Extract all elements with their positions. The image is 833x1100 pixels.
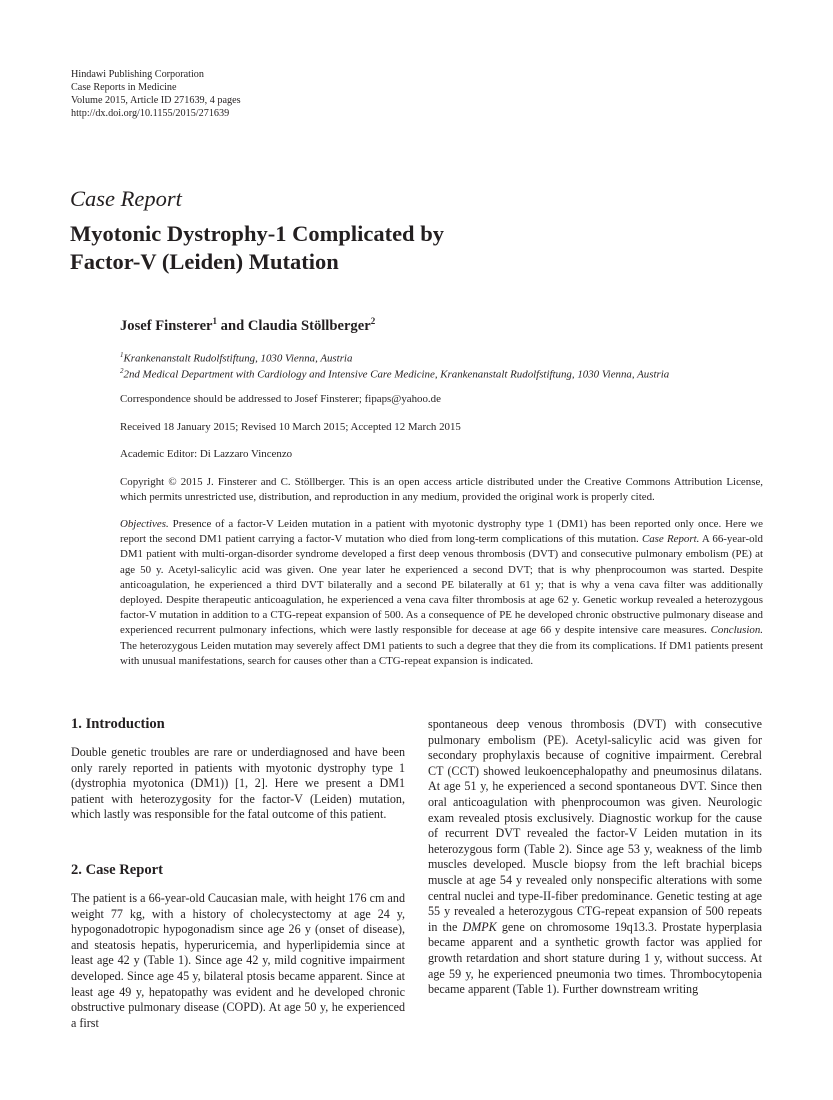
affiliation-text: 2nd Medical Department with Cardiology and Intensive Care Medicine, Krankenanstalt Rudolfstiftung, 1030 Vienna, Austria xyxy=(123,368,670,381)
affiliation-text: Krankenanstalt Rudolfstiftung, 1030 Vienna, Austria xyxy=(123,352,353,365)
case-report-body xyxy=(71,891,405,1031)
article-dates: Received 18 January 2015; Revised 10 March 2015; Accepted 12 March 2015 xyxy=(120,421,461,433)
affiliation-2 xyxy=(120,367,669,381)
article-title xyxy=(70,220,444,275)
publication-header xyxy=(71,68,241,120)
abstract-case-label: Case Report. xyxy=(641,533,700,546)
abstract-objectives-label: Objectives. xyxy=(120,518,169,530)
affiliation-number: 2 xyxy=(120,367,124,375)
paragraph-text: gene on chromosome 19q13.3. Prostate hyperplasia became apparent and a synthetic growth factor was applied for growth retardation and short stature during 1 y, without success. At age 59 y, he experienced pneumonia two times. Thrombocytopenia became apparent (Table 1). Further downstream writing xyxy=(428,919,762,997)
author-conjunction: and xyxy=(217,317,248,334)
paragraph: The patient is a 66-year-old Caucasian male, with height 176 cm and weight 77 kg, with a history of cholecystectomy at age 24 y, hypogonadotropic hypogonadism since age 26 y (onset of disease), and steatosis hepatis, hyperuricemia, and hyperlipidemia since at least age 42 y (Table 1). Since age 42 y, mild cognitive impairment developed. Since age 45 y, bilateral ptosis became apparent. Since at least age 49 y, hepatopathy was evident and he developed chronic obstructive pulmonary disease (COPD). At age 50 y, he experienced a first xyxy=(71,891,405,1030)
abstract-objectives-text: Presence of a factor-V Leiden mutation in a patient with myotonic dystrophy type 1 (DM1) has been reported only once. Here we report the second DM1 patient carrying a factor-V mutation who died from long-term complications of this mutation. xyxy=(120,518,763,546)
volume-info: Volume 2015, Article ID 271639, 4 pages xyxy=(71,95,241,106)
correspondence: Correspondence should be addressed to Josef Finsterer; fipaps@yahoo.de xyxy=(120,393,441,405)
author-list xyxy=(120,316,375,335)
article-type: Case Report xyxy=(70,186,182,211)
author-name: Josef Finsterer xyxy=(120,317,213,334)
title-line-1: Myotonic Dystrophy-1 Complicated by xyxy=(70,221,444,246)
title-line-2: Factor-V (Leiden) Mutation xyxy=(70,248,339,274)
copyright-notice: Copyright © 2015 J. Finsterer and C. Stöllberger. This is an open access article distributed under the Creative Commons Attribution License, which permits unrestricted use, distribution, and reproduction in any medium, provided the original work is properly cited. xyxy=(120,476,763,503)
affiliation-1 xyxy=(120,351,352,365)
abstract-conclusion-label: Conclusion. xyxy=(710,624,763,637)
paragraph xyxy=(428,717,762,998)
publisher-name: Hindawi Publishing Corporation xyxy=(71,69,204,80)
paragraph: Double genetic troubles are rare or underdiagnosed and have been only rarely reported in patients with myotonic dystrophy type 1 (dystrophia myotonica (DM1)) [1, 2]. Here we present a DM1 patient with heterozygosity for the factor-V (Leiden) mutation, which lastly was responsible for the fatal outcome of this patient. xyxy=(71,745,405,822)
paragraph-text: spontaneous deep venous thrombosis (DVT) with consecutive pulmonary embolism (PE). Acetyl-salicylic acid was given for secondary prophylaxis because of cognitive impairment. Cerebral CT (CCT) showed leukoencephalopathy and pneumosinus dilatans. At age 51 y, he experienced a second spontaneous DVT. Since then oral anticoagulation with phenprocoumon was given. Neurologic exam revealed ptosis exclusively. Diagnostic workup for the cause of recurrent DVT revealed the factor-V Leiden mutation in its heterozygous form (Table 2). Since age 53 y, weakness of the limb muscles developed. Muscle biopsy from the left brachial biceps muscle at age 54 y revealed only nonspecific alterations with some central nuclei and type-II-fiber predominance. Genetic testing at age 55 y revealed a heterozygous CTG-repeat expansion of 500 repeats in the xyxy=(428,717,762,934)
right-column-body xyxy=(428,717,762,998)
abstract xyxy=(120,517,763,669)
introduction-body xyxy=(71,745,405,823)
academic-editor: Academic Editor: Di Lazzaro Vincenzo xyxy=(120,448,293,460)
author-name: Claudia Stöllberger xyxy=(247,317,371,334)
doi-link[interactable]: http://dx.doi.org/10.1155/2015/271639 xyxy=(71,108,230,119)
affiliation-number: 1 xyxy=(120,351,124,359)
author-affiliation-mark: 1 xyxy=(212,316,218,326)
abstract-case-text: A 66-year-old DM1 patient with multi-organ-disorder syndrome developed a first deep venous thrombosis (DVT) and consecutive pulmonary embolism (PE) at age 50 y. Acetyl-salicylic acid was given. One year later he experienced a second DVT; that is why phenprocoumon was started. Despite anticoagulation, he experienced a third DVT bilaterally and a second PE bilaterally at 61 y; that is why a vena cava filter was additionally deployed. Despite therapeutic anticoagulation, he experienced a vena cava filter thrombosis at age 62 y. Genetic workup revealed a heterozygous factor-V mutation in addition to a CTG-repeat expansion of 500. As a consequence of PE he developed chronic obstructive pulmonary disease and experienced recurrent pulmonary infections, which were lastly responsible for decease at age 66 y despite intensive care measures. xyxy=(120,533,763,637)
section-heading-case-report: 2. Case Report xyxy=(71,862,164,878)
abstract-conclusion-text: The heterozygous Leiden mutation may severely affect DM1 patients to such a degree that they die from its complications. If DM1 patients present with unusual manifestations, search for causes other than a CTG-repeat expansion is indicated. xyxy=(120,639,763,667)
gene-name: DMPK xyxy=(462,919,497,934)
author-affiliation-mark: 2 xyxy=(370,316,376,326)
journal-name: Case Reports in Medicine xyxy=(71,82,177,93)
section-heading-introduction: 1. Introduction xyxy=(71,716,165,732)
